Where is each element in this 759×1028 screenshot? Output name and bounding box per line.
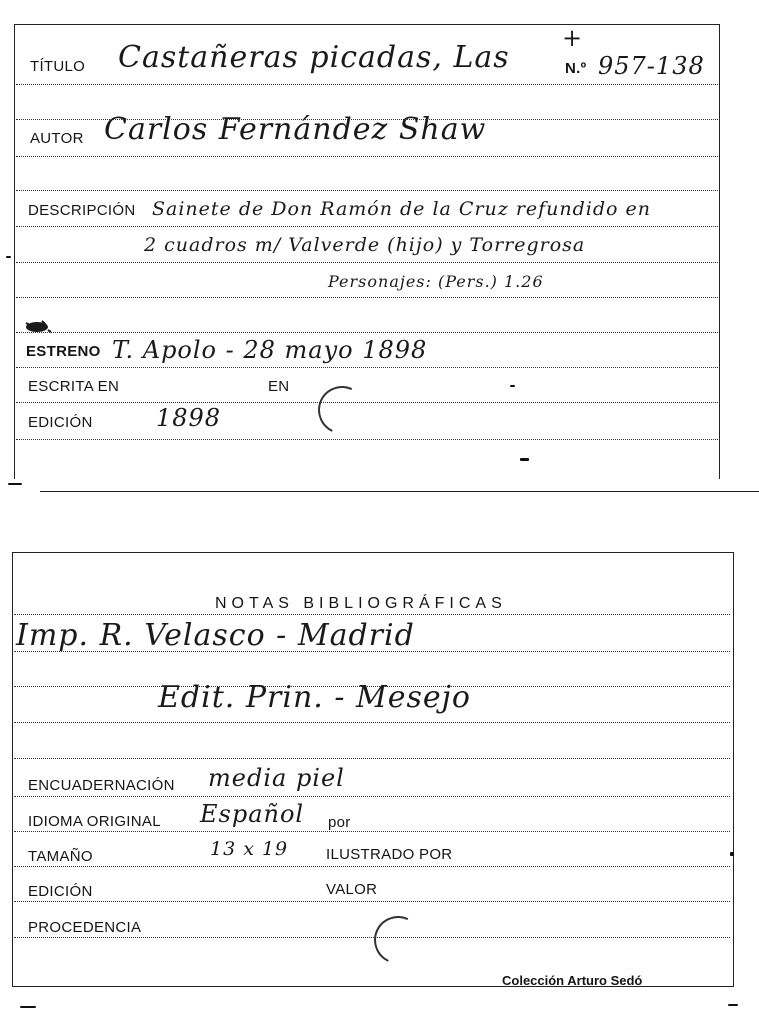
card-divider bbox=[40, 491, 759, 492]
ink-blot-icon bbox=[22, 318, 52, 334]
dotted-rule bbox=[16, 156, 718, 157]
encuadernacion-label: ENCUADERNACIÓN bbox=[28, 777, 175, 794]
estreno-label: ESTRENO bbox=[26, 343, 101, 360]
speck bbox=[728, 1004, 738, 1006]
dotted-rule bbox=[16, 297, 718, 298]
dotted-rule bbox=[16, 190, 718, 191]
ilustrado-label: ILUSTRADO POR bbox=[326, 846, 453, 863]
dotted-rule bbox=[16, 262, 718, 263]
escrita-en-sub-label: EN bbox=[268, 378, 290, 395]
dotted-rule bbox=[14, 614, 730, 615]
procedencia-label: PROCEDENCIA bbox=[28, 919, 142, 936]
descripcion-line2: 2 cuadros m/ Valverde (hijo) y Torregrosa bbox=[144, 234, 586, 256]
escrita-en-label: ESCRITA EN bbox=[28, 378, 120, 395]
notas-heading: NOTAS BIBLIOGRÁFICAS bbox=[215, 595, 507, 612]
speck bbox=[20, 1006, 36, 1008]
speck bbox=[510, 385, 515, 387]
dotted-rule bbox=[16, 439, 718, 440]
tamano-label: TAMAÑO bbox=[28, 848, 93, 865]
numero-mark: + bbox=[562, 24, 584, 52]
descripcion-label: DESCRIPCIÓN bbox=[28, 202, 136, 219]
dotted-rule bbox=[16, 332, 718, 333]
autor-value: Carlos Fernández Shaw bbox=[104, 112, 487, 147]
notas-line2: Edit. Prin. - Mesejo bbox=[158, 680, 471, 715]
dotted-rule bbox=[16, 367, 718, 368]
notas-line1: Imp. R. Velasco - Madrid bbox=[16, 618, 415, 653]
numero-label: N.º bbox=[565, 60, 587, 77]
dotted-rule bbox=[16, 84, 718, 85]
dotted-rule bbox=[14, 796, 730, 797]
tamano-value: 13 x 19 bbox=[210, 838, 289, 860]
edicion-bottom-label: EDICIÓN bbox=[28, 883, 93, 900]
encuadernacion-value: media piel bbox=[208, 764, 345, 792]
valor-label: VALOR bbox=[326, 881, 378, 898]
numero-value: 957-138 bbox=[598, 52, 705, 80]
dotted-rule bbox=[14, 651, 730, 652]
dotted-rule bbox=[14, 866, 730, 867]
edicion-label: EDICIÓN bbox=[28, 414, 93, 431]
titulo-label: TÍTULO bbox=[30, 58, 86, 75]
speck bbox=[6, 256, 11, 258]
idioma-value: Español bbox=[200, 800, 305, 828]
titulo-value: Castañeras picadas, Las bbox=[118, 40, 510, 75]
por-label: por bbox=[328, 814, 351, 831]
idioma-label: IDIOMA ORIGINAL bbox=[28, 813, 161, 830]
descripcion-line1: Sainete de Don Ramón de la Cruz refundido en bbox=[152, 198, 652, 220]
dotted-rule bbox=[14, 901, 730, 902]
dotted-rule bbox=[16, 226, 718, 227]
estreno-value: T. Apolo - 28 mayo 1898 bbox=[112, 336, 428, 364]
coleccion-footer: Colección Arturo Sedó bbox=[502, 973, 643, 988]
speck bbox=[8, 483, 22, 485]
dotted-rule bbox=[14, 831, 730, 832]
autor-label: AUTOR bbox=[30, 130, 84, 147]
speck bbox=[730, 852, 734, 856]
dotted-rule bbox=[14, 937, 730, 938]
speck bbox=[520, 458, 529, 461]
descripcion-line3: Personajes: (Pers.) 1.26 bbox=[328, 272, 544, 291]
dotted-rule bbox=[14, 722, 730, 723]
dotted-rule bbox=[14, 758, 730, 759]
dotted-rule bbox=[16, 402, 718, 403]
edicion-value: 1898 bbox=[156, 404, 222, 432]
dotted-rule bbox=[16, 119, 718, 120]
